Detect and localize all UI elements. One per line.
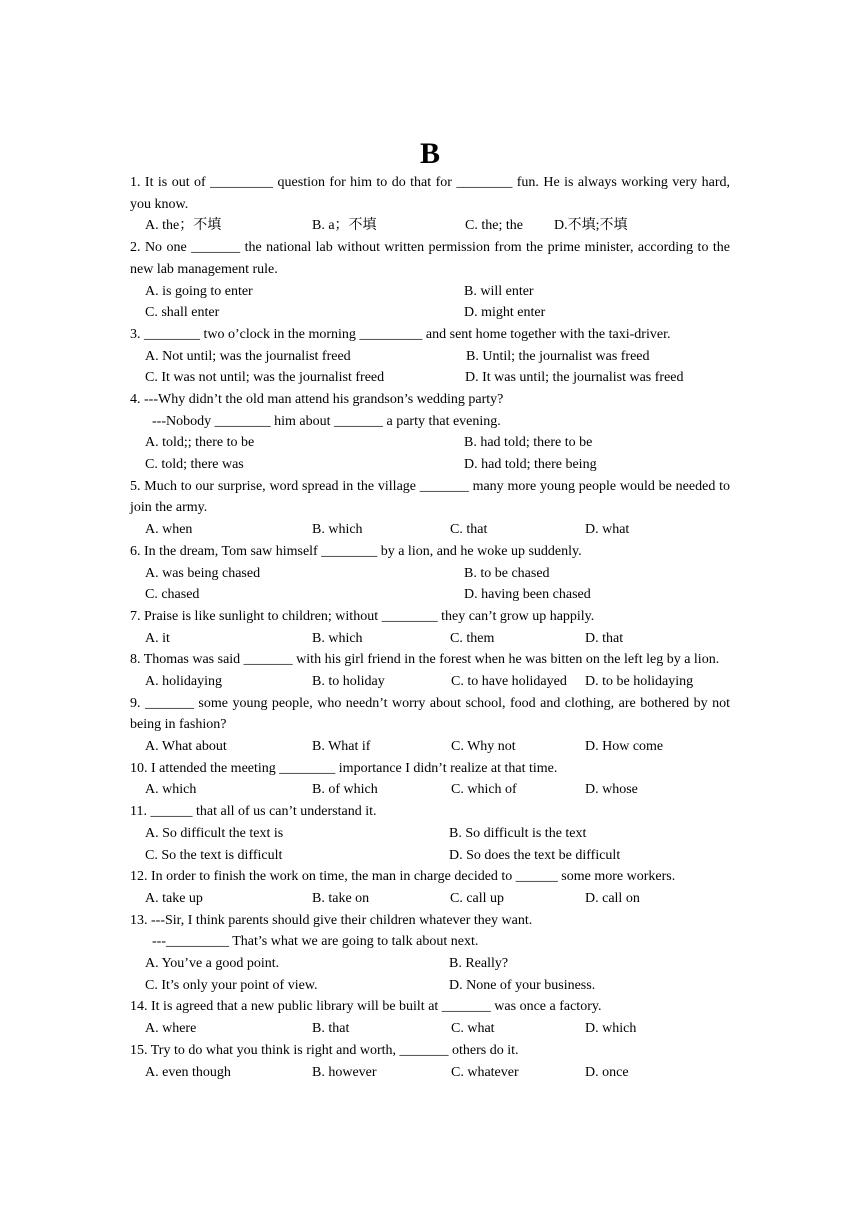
option-row (130, 1062, 730, 1084)
option-c[interactable]: C. that (450, 522, 488, 538)
question-12 (130, 866, 730, 909)
option-d[interactable]: D. which (585, 1021, 637, 1037)
option-d[interactable]: D. what (585, 522, 630, 538)
option-row (130, 519, 730, 541)
option-row (130, 454, 730, 476)
question-stem: 15. Try to do what you think is right and worth, _______ others do it. (130, 1042, 519, 1058)
option-b[interactable]: B. So difficult is the text (449, 825, 587, 841)
option-b[interactable]: B. a；不填 (312, 218, 377, 234)
question-stem: 4. ---Why didn’t the old man attend his grandson’s wedding party? (130, 391, 504, 407)
option-a[interactable]: A. where (145, 1021, 197, 1037)
option-row (130, 281, 730, 303)
option-row (130, 845, 730, 867)
option-a[interactable]: A. it (145, 630, 170, 646)
option-a[interactable]: A. the；不填 (145, 218, 222, 234)
option-b[interactable]: B. What if (312, 739, 371, 755)
option-d[interactable]: D. once (585, 1064, 629, 1080)
option-a[interactable]: A. even though (145, 1064, 231, 1080)
question-stem: 6. In the dream, Tom saw himself ________ by a lion, and he woke up suddenly. (130, 543, 582, 559)
question-8 (130, 649, 730, 692)
option-b[interactable]: B. which (312, 630, 363, 646)
option-row (130, 302, 730, 324)
option-a[interactable]: A. What about (145, 739, 227, 755)
option-row (130, 584, 730, 606)
option-b[interactable]: B. will enter (464, 283, 534, 299)
question-stem: 7. Praise is like sunlight to children; without ________ they can’t grow up happily. (130, 608, 595, 624)
option-b[interactable]: B. which (312, 522, 363, 538)
question-stem: 1. It is out of _________ question for him to do that for ________ fun. He is always working very hard, you know. (130, 175, 730, 212)
option-a[interactable]: A. Not until; was the journalist freed (145, 348, 351, 364)
question-reply: ---_________ That’s what we are going to talk about next. (152, 934, 479, 950)
option-b[interactable]: B. of which (312, 782, 378, 798)
option-c[interactable]: C. what (451, 1021, 495, 1037)
option-row (130, 671, 730, 693)
question-stem: 8. Thomas was said _______ with his girl friend in the forest when he was bitten on the left leg by a lion. (130, 652, 720, 668)
option-c[interactable]: C. Why not (451, 739, 516, 755)
option-row (130, 736, 730, 758)
question-reply: ---Nobody ________ him about _______ a party that evening. (152, 413, 501, 429)
question-5 (130, 476, 730, 541)
option-c[interactable]: C. So the text is difficult (145, 847, 283, 863)
page-title: B (419, 137, 440, 170)
option-a[interactable]: A. told;; there to be (145, 435, 255, 451)
question-11 (130, 801, 730, 866)
question-7 (130, 606, 730, 649)
option-row (130, 975, 730, 997)
option-c[interactable]: C. call up (450, 890, 505, 906)
option-c[interactable]: C. shall enter (145, 305, 220, 321)
option-row (130, 953, 730, 975)
question-4 (130, 389, 730, 476)
option-c[interactable]: C. to have holidayed (451, 674, 567, 689)
option-row (130, 563, 730, 585)
option-row (130, 628, 730, 650)
option-d[interactable]: D. had told; there being (464, 457, 597, 473)
option-d[interactable]: D. might enter (464, 305, 546, 321)
option-c[interactable]: C. them (450, 630, 495, 646)
question-13 (130, 910, 730, 997)
option-a[interactable]: A. which (145, 782, 197, 798)
option-a[interactable]: A. was being chased (145, 565, 261, 581)
option-d[interactable]: D. having been chased (464, 587, 591, 603)
question-stem: 11. ______ that all of us can’t understand it. (130, 804, 377, 820)
option-b[interactable]: B. that (312, 1021, 350, 1037)
question-list (130, 172, 730, 1083)
option-a[interactable]: A. You’ve a good point. (145, 956, 280, 972)
question-stem: 9. _______ some young people, who needn’t worry about school, food and clothing, are bothered by not being in fashion? (130, 695, 730, 733)
option-c[interactable]: C. It was not until; was the journalist freed (145, 370, 385, 386)
option-d[interactable]: D. call on (585, 890, 640, 906)
option-a[interactable]: A. So difficult the text is (145, 825, 284, 841)
option-b[interactable]: B. had told; there to be (464, 435, 593, 451)
option-d[interactable]: D. to be holidaying (585, 674, 694, 689)
option-row (130, 367, 730, 389)
option-a[interactable]: A. holidaying (145, 674, 222, 689)
question-stem: 12. In order to finish the work on time, the man in charge decided to ______ some more workers. (130, 869, 676, 885)
question-stem: 2. No one _______ the national lab without written permission from the prime minister, according to the new lab management rule. (130, 240, 730, 277)
option-b[interactable]: B. take on (312, 890, 370, 906)
option-d[interactable]: D. It was until; the journalist was freed (465, 370, 684, 386)
option-row (130, 346, 730, 368)
option-d[interactable]: D. that (585, 630, 624, 646)
question-15 (130, 1040, 730, 1083)
question-14 (130, 996, 730, 1039)
option-b[interactable]: B. Really? (449, 956, 509, 972)
question-stem: 5. Much to our surprise, word spread in the village _______ many more young people would be needed to join the army. (130, 478, 730, 516)
question-1 (130, 172, 730, 237)
question-9 (130, 693, 730, 758)
option-c[interactable]: C. the; the (465, 218, 523, 234)
option-row (130, 1018, 730, 1040)
option-d[interactable]: D. So does the text be difficult (449, 847, 621, 863)
option-c[interactable]: C. which of (451, 782, 517, 798)
option-a[interactable]: A. is going to enter (145, 283, 253, 299)
option-c[interactable]: C. It’s only your point of view. (145, 977, 318, 993)
worksheet (130, 136, 730, 1083)
question-stem: 3. ________ two o’clock in the morning _________ and sent home together with the taxi-driver. (130, 326, 671, 342)
question-stem: 10. I attended the meeting ________ importance I didn’t realize at that time. (130, 760, 558, 776)
question-10 (130, 758, 730, 801)
option-d[interactable]: D.不填;不填 (554, 218, 628, 234)
option-c[interactable]: C. chased (145, 587, 200, 603)
option-d[interactable]: D. How come (585, 739, 664, 755)
question-stem: 14. It is agreed that a new public library will be built at _______ was once a factory. (130, 999, 602, 1015)
option-b[interactable]: B. Until; the journalist was freed (466, 348, 650, 364)
option-row (130, 779, 730, 801)
option-row (130, 823, 730, 845)
option-d[interactable]: D. None of your business. (449, 977, 596, 993)
option-a[interactable]: A. when (145, 522, 193, 538)
option-c[interactable]: C. told; there was (145, 457, 244, 473)
option-row (130, 888, 730, 910)
option-row (130, 432, 730, 454)
option-b[interactable]: B. to be chased (464, 565, 550, 581)
question-6 (130, 541, 730, 606)
option-c[interactable]: C. whatever (451, 1064, 519, 1080)
question-stem: 13. ---Sir, I think parents should give their children whatever they want. (130, 912, 533, 928)
question-3 (130, 324, 730, 389)
option-d[interactable]: D. whose (585, 782, 638, 798)
option-b[interactable]: B. to holiday (312, 674, 385, 689)
question-2 (130, 237, 730, 324)
option-a[interactable]: A. take up (145, 890, 203, 906)
option-row (130, 215, 730, 237)
option-b[interactable]: B. however (312, 1064, 377, 1080)
